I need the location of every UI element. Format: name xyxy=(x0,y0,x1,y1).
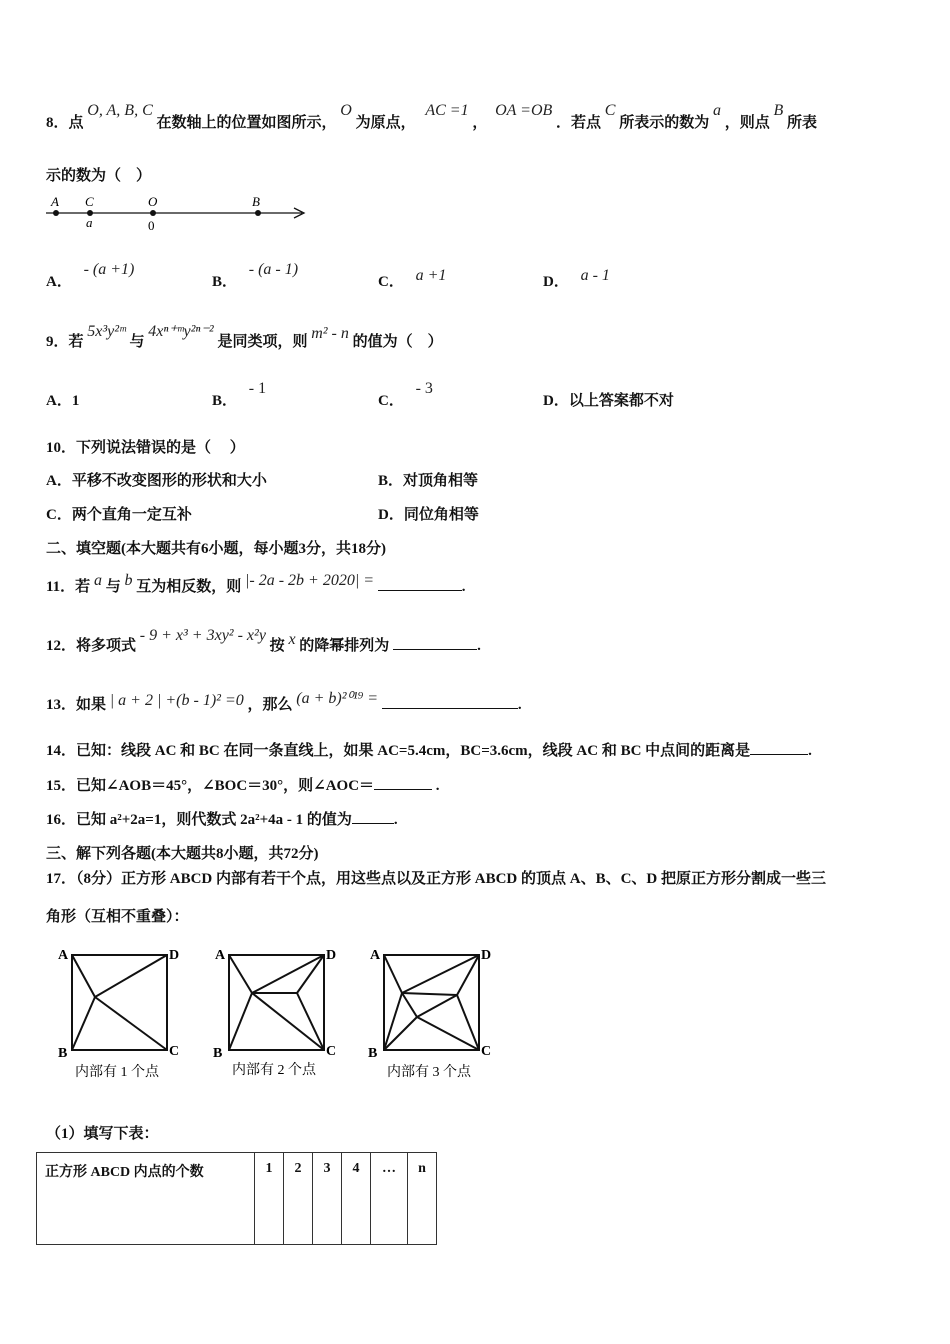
label-o: O xyxy=(148,194,158,209)
point-b xyxy=(255,210,261,216)
q12-answer-blank[interactable] xyxy=(393,649,477,650)
q13: 13．如果 | a + 2 | +(b - 1)² =0 ，那么 (a + b)²⁰¹⁹ = . xyxy=(46,690,522,713)
label-b: B xyxy=(252,194,260,209)
q9-stem: 9．若 5x³y²ᵐ 与 4xⁿ⁺ᵐy²ⁿ⁻² 是同类项，则 m² - n 的值为（ ） xyxy=(46,323,443,350)
square-figure-3 xyxy=(365,945,505,1085)
fig3-label-a: A xyxy=(370,948,381,963)
fig1-label-c: C xyxy=(169,1044,180,1059)
square-figure-1 xyxy=(55,945,195,1085)
q17-table xyxy=(36,1152,437,1245)
fig1-label-a: A xyxy=(58,948,69,963)
table-header-cell: 1 xyxy=(255,1153,284,1245)
q10-option-a: A．平移不改变图形的形状和大小 xyxy=(46,473,267,489)
fig2-label-a: A xyxy=(215,948,226,963)
q11-answer-blank[interactable] xyxy=(378,590,462,591)
q17-sub1: （1）填写下表： xyxy=(46,1126,159,1142)
q15: 15．已知∠AOB＝45°，∠BOC＝30°，则∠AOC＝ . xyxy=(46,778,440,794)
sub-0: 0 xyxy=(148,218,155,233)
fig2-label-c: C xyxy=(326,1044,337,1059)
fig1-caption: 内部有 1 个点 xyxy=(75,1065,159,1080)
q16: 16．已知 a²+2a=1，则代数式 2a²+4a - 1 的值为 . xyxy=(46,812,398,828)
section-2-heading: 二、填空题(本大题共有6小题，每小题3分，共18分) xyxy=(46,541,386,557)
table-header-cell: 3 xyxy=(313,1153,342,1245)
table-header-cell: … xyxy=(371,1153,408,1245)
point-a xyxy=(53,210,59,216)
fig3-label-c: C xyxy=(481,1044,492,1059)
fig3-label-b: B xyxy=(368,1046,378,1061)
q9-option-c: C． - 3 xyxy=(378,380,433,409)
q14-answer-blank[interactable] xyxy=(750,754,808,755)
q9-option-a: A．1 xyxy=(46,393,80,409)
fig1-label-b: B xyxy=(58,1046,68,1061)
fig1-label-d: D xyxy=(169,948,180,963)
q12: 12．将多项式 - 9 + x³ + 3xy² - x²y 按 x 的降幂排列为 . xyxy=(46,627,481,654)
q8-line2: 示的数为（ ） xyxy=(46,168,152,184)
table-row xyxy=(37,1153,437,1245)
label-c: C xyxy=(85,194,94,209)
fig3-caption: 内部有 3 个点 xyxy=(387,1065,471,1080)
fig2-label-d: D xyxy=(326,948,337,963)
fig3-label-d: D xyxy=(481,948,492,963)
q16-answer-blank[interactable] xyxy=(352,823,394,824)
fig2-caption: 内部有 2 个点 xyxy=(232,1063,316,1078)
sub-a: a xyxy=(86,215,93,230)
section-3-heading: 三、解下列各题(本大题共8小题，共72分) xyxy=(46,846,319,862)
q8-option-d: D． a - 1 xyxy=(543,267,610,290)
q9-option-d: D．以上答案都不对 xyxy=(543,393,674,409)
q10-option-d: D．同位角相等 xyxy=(378,507,479,523)
number-line-figure xyxy=(44,192,310,234)
q9-option-b: B． - 1 xyxy=(212,380,267,409)
q14: 14．已知：线段 AC 和 BC 在同一条直线上，如果 AC=5.4cm，BC=3.6cm，线段 AC 和 BC 中点间的距离是 . xyxy=(46,743,812,759)
q8-line1: 8．点 O, A, B, C 在数轴上的位置如图所示， O 为原点， AC =1 ， OA =OB ．若点 C 所表示的数为 a ，则点 B 所表 xyxy=(46,102,818,131)
q10-option-c: C．两个直角一定互补 xyxy=(46,507,192,523)
point-o xyxy=(150,210,156,216)
fig2-label-b: B xyxy=(213,1046,223,1061)
q10-stem: 10．下列说法错误的是（ ） xyxy=(46,440,245,456)
q11: 11．若 a 与 b 互为相反数，则 |- 2a - 2b + 2020| = . xyxy=(46,572,466,595)
table-header-cell: 2 xyxy=(284,1153,313,1245)
square-figure-2 xyxy=(210,945,350,1085)
q8-option-c: C． a +1 xyxy=(378,267,447,290)
q10-option-b: B．对顶角相等 xyxy=(378,473,479,489)
table-header-cell: 4 xyxy=(342,1153,371,1245)
q8-option-b: B． - (a - 1) xyxy=(212,261,299,290)
q13-answer-blank[interactable] xyxy=(382,708,518,709)
q8-option-a: A． - (a +1) xyxy=(46,261,135,290)
q15-answer-blank[interactable] xyxy=(374,789,432,790)
table-header-cell: n xyxy=(408,1153,437,1245)
q17-line1: 17．（8分）正方形 ABCD 内部有若干个点，用这些点以及正方形 ABCD 的顶点 A、B、C、D 把原正方形分割成一些三 xyxy=(46,871,827,887)
label-a: A xyxy=(51,194,59,209)
q17-line2: 角形（互相不重叠）： xyxy=(46,909,189,925)
table-header-cell: 正方形 ABCD 内点的个数 xyxy=(37,1153,255,1245)
